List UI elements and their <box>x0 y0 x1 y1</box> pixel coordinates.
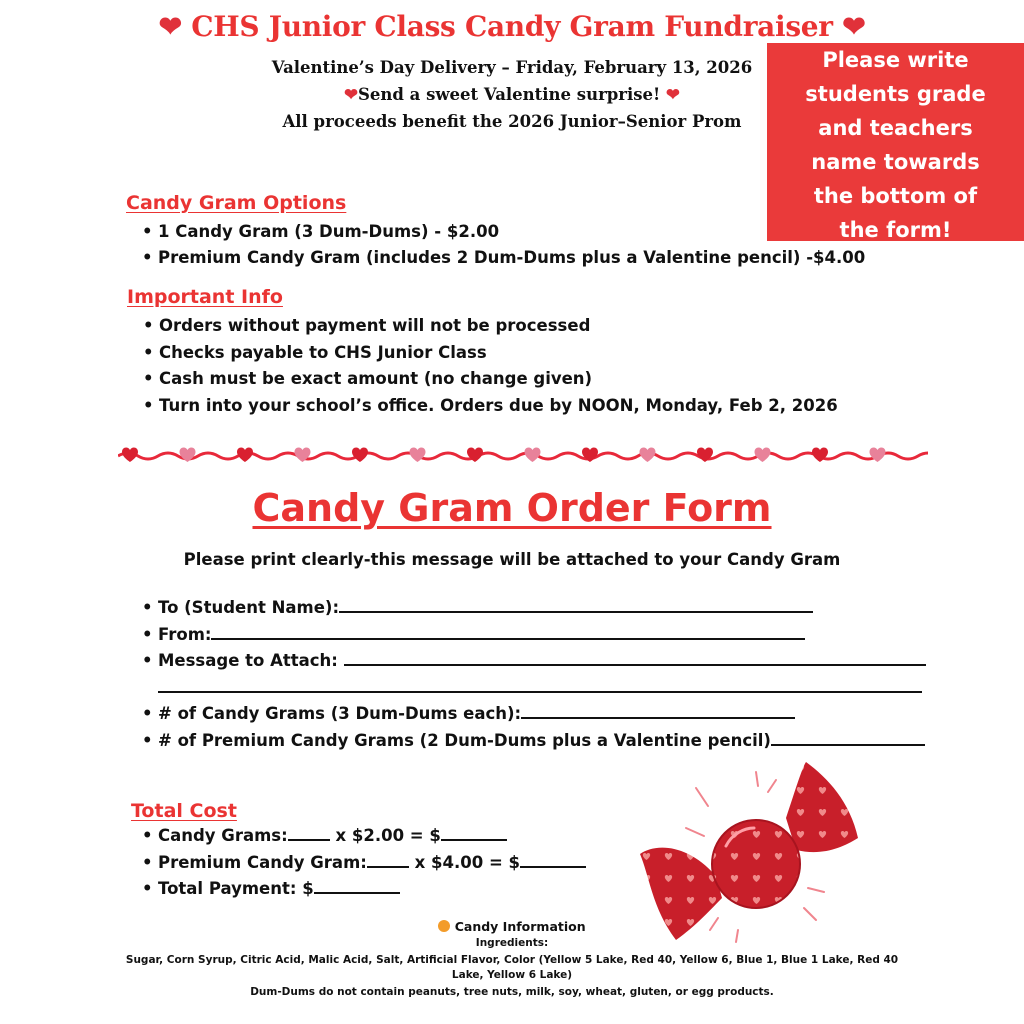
from-label: From: <box>158 624 212 644</box>
callout-line: and teachers <box>818 116 973 140</box>
info-list <box>137 313 838 419</box>
heart-icon: ❤ <box>666 85 680 104</box>
order-form-title: Candy Gram Order Form <box>252 486 772 530</box>
premium-total-label: Premium Candy Gram: <box>158 852 367 872</box>
candy-total-label: Candy Grams: <box>158 826 288 845</box>
heart-icon <box>122 448 138 462</box>
heart-icon: ❤ <box>842 10 866 43</box>
total-heading: Total Cost <box>131 800 237 822</box>
ingredients-label: Ingredients: <box>475 937 549 949</box>
callout-line: the form! <box>839 218 952 242</box>
candy-info-heading-text: Candy Information <box>454 919 586 934</box>
message-label: Message to Attach: <box>158 651 344 670</box>
from-field <box>136 622 926 649</box>
heart-icon <box>755 448 771 462</box>
tagline-text: Send a sweet Valentine surprise! <box>357 85 661 104</box>
callout-line: Please write <box>822 48 969 72</box>
total-payment-row <box>136 876 586 903</box>
callout-line: the bottom of <box>813 184 978 208</box>
premium-qty-input[interactable] <box>367 852 409 868</box>
heart-icon <box>180 448 196 462</box>
list-item: • Cash must be exact amount (no change given) <box>137 366 838 393</box>
message-field-line2 <box>136 675 926 702</box>
from-input[interactable] <box>211 624 805 640</box>
qty-field <box>136 701 926 728</box>
message-field <box>136 648 926 675</box>
list-item: • Premium Candy Gram (includes 2 Dum-Dums plus a Valentine pencil) -$4.00 <box>136 245 865 271</box>
qty-input[interactable] <box>521 703 795 719</box>
premium-label: # of Premium Candy Grams (2 Dum-Dums plus a Valentine pencil) <box>158 730 771 750</box>
heart-icon: ❤ <box>344 85 358 104</box>
list-item: • Orders without payment will not be processed <box>137 313 838 340</box>
options-list <box>136 219 865 271</box>
premium-field <box>136 728 926 755</box>
candy-total-row <box>136 823 586 850</box>
allergen-note: Dum-Dums do not contain peanuts, tree nuts, milk, soy, wheat, gluten, or egg products. <box>250 986 774 998</box>
candy-illustration <box>636 758 862 946</box>
to-field <box>136 595 926 622</box>
candy-qty-input[interactable] <box>288 825 330 841</box>
message-input[interactable] <box>344 650 926 666</box>
callout-line: name towards <box>811 150 980 174</box>
heart-icon <box>525 448 541 462</box>
total-payment-input[interactable] <box>314 878 400 894</box>
heart-divider <box>118 440 928 472</box>
message-input-2[interactable] <box>158 677 922 693</box>
page-title <box>0 10 1024 43</box>
delivery-line: Valentine’s Day Delivery – Friday, February 13, 2026 <box>271 58 753 77</box>
candy-amount-input[interactable] <box>441 825 507 841</box>
list-item: • Turn into your school’s office. Orders due by NOON, Monday, Feb 2, 2026 <box>137 393 838 420</box>
ingredients-text: Sugar, Corn Syrup, Citric Acid, Malic Acid, Salt, Artificial Flavor, Color (Yellow 5 Lake, Red 40, Yellow 6, Blue 1, Blue 1 Lake, Red 40 Lake, Yellow 6 Lake) <box>125 954 899 981</box>
benefit-line: All proceeds benefit the 2026 Junior–Senior Prom <box>282 112 742 131</box>
info-heading: Important Info <box>127 286 283 308</box>
total-payment-label: Total Payment: $ <box>158 879 314 898</box>
premium-amount-input[interactable] <box>520 852 586 868</box>
qty-label: # of Candy Grams (3 Dum-Dums each): <box>158 704 522 723</box>
heart-icon <box>352 448 368 462</box>
options-heading: Candy Gram Options <box>126 192 347 214</box>
page-title-text: CHS Junior Class Candy Gram Fundraiser <box>191 10 833 43</box>
order-form-subtitle: Please print clearly-this message will be attached to your Candy Gram <box>183 550 841 569</box>
heart-icon: ❤ <box>158 10 182 43</box>
candy-price: x $2.00 = $ <box>329 826 441 845</box>
lollipop-icon <box>438 920 450 932</box>
candy-info-heading <box>100 919 924 934</box>
list-item: • 1 Candy Gram (3 Dum-Dums) - $2.00 <box>136 219 865 245</box>
to-input[interactable] <box>339 597 813 613</box>
premium-price: x $4.00 = $ <box>408 852 520 872</box>
to-label: To (Student Name): <box>158 598 340 617</box>
list-item: • Checks payable to CHS Junior Class <box>137 340 838 367</box>
callout-line: students grade <box>805 82 986 106</box>
grade-teacher-callout <box>767 43 1024 241</box>
total-list <box>136 823 586 903</box>
heart-icon <box>640 448 656 462</box>
premium-total-row <box>136 850 586 877</box>
order-fields <box>136 595 926 754</box>
premium-input[interactable] <box>771 730 925 746</box>
heart-icon <box>237 448 253 462</box>
